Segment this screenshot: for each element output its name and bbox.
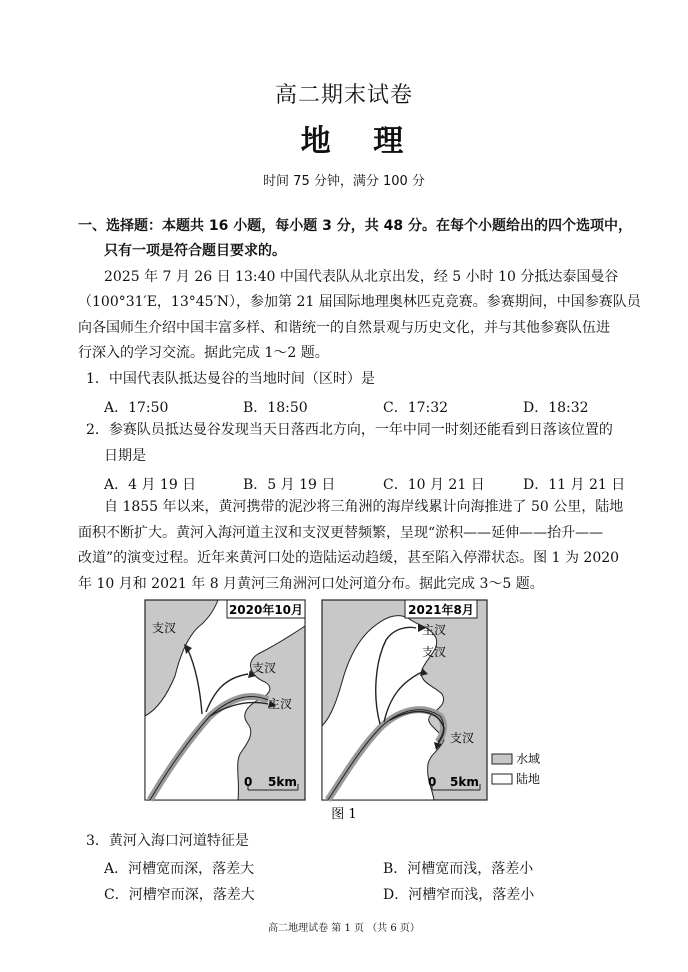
map-legend [492,751,540,786]
passage1-line: 行深入的学习交流。据此完成 1～2 题。 [78,345,329,361]
q3-option-b[interactable]: B．河槽宽而浅，落差小 [383,861,534,877]
figure-yellow-river-delta [140,596,560,828]
map2-scale-zero: 0 [428,775,437,789]
map-2020 [145,600,305,800]
map-2021 [322,600,487,800]
section-heading-line1: 一、选择题：本题共 16 小题，每小题 3 分，共 48 分。在每个小题给出的四个选项中， [78,218,632,234]
map2-label: 支汊 [422,645,447,659]
passage1-line: 向各国师生介绍中国丰富多样、和谐统一的自然景观与历史文化，并与其他参赛队伍进 [78,320,610,336]
map2-label: 支汊 [450,731,475,745]
q1-stem: 1．中国代表队抵达曼谷的当地时间（区时）是 [86,371,375,387]
passage1-line: 2025 年 7 月 26 日 13:40 中国代表队从北京出发，经 5 小时 10 分抵达泰国曼谷 [104,269,619,285]
map1-scale-zero: 0 [244,775,253,789]
map2-date: 2021年8月 [408,603,474,617]
map2-label: 主汊 [422,623,447,637]
q2-option-a[interactable]: A．4 月 19 日 [104,477,197,493]
subject-title: 地 理 [300,124,420,159]
figure-caption: 图 1 [331,807,357,822]
q2-option-c[interactable]: C．10 月 21 日 [383,477,485,493]
passage2-line: 年 10 月和 2021 年 8 月黄河三角洲河口处河道分布。据此完成 3～5 题。 [78,576,544,592]
passage2-line: 改道”的演变过程。近年来黄河口处的造陆运动趋缓，甚至陷入停滞状态。图 1 为 2020 [78,550,620,566]
section-heading-line2: 只有一项是符合题目要求的。 [104,243,286,259]
map1-scale-label: 5km [268,775,297,789]
map1-label: 主汊 [268,697,293,711]
map1-label: 支汊 [252,661,277,675]
q1-option-a[interactable]: A．17:50 [104,400,169,416]
q2-option-d[interactable]: D．11 月 21 日 [523,477,626,493]
q2-stem-line1: 2．参赛队员抵达曼谷发现当天日落西北方向，一年中同一时刻还能看到日落该位置的 [86,422,613,438]
page-footer: 高二地理试卷 第 1 页 （共 6 页） [268,923,420,934]
exam-title: 高二期末试卷 [274,83,413,108]
q1-option-d[interactable]: D．18:32 [523,400,589,416]
map1-date: 2020年10月 [228,603,304,617]
legend-water-swatch [492,754,512,764]
q1-option-c[interactable]: C．17:32 [383,400,449,416]
map2-scale-label: 5km [450,775,479,789]
exam-meta: 时间 75 分钟，满分 100 分 [263,174,425,189]
passage2-line: 面积不断扩大。黄河入海河道主汊和支汊更替频繁，呈现“淤积——延伸——抬升—— [78,525,604,541]
q3-option-a[interactable]: A．河槽宽而深，落差大 [104,861,255,877]
q3-option-d[interactable]: D．河槽窄而浅，落差小 [383,887,535,903]
map1-label: 支汊 [152,621,177,635]
passage1-line: （100°31′E，13°45′N），参加第 21 届国际地理奥林匹克竞赛。参赛期间，中国参赛队员 [78,294,641,310]
q3-stem: 3．黄河入海口河道特征是 [86,833,249,849]
passage2-line: 自 1855 年以来，黄河携带的泥沙将三角洲的海岸线累计向海推进了 50 公里，陆地 [104,499,624,515]
q3-option-c[interactable]: C．河槽窄而深，落差大 [104,887,255,903]
legend-land-swatch [492,774,512,784]
q1-option-b[interactable]: B．18:50 [243,400,308,416]
legend-land-label: 陆地 [516,772,541,786]
q2-option-b[interactable]: B．5 月 19 日 [243,477,336,493]
legend-water-label: 水域 [516,752,541,766]
q2-stem-line2: 日期是 [104,448,146,464]
